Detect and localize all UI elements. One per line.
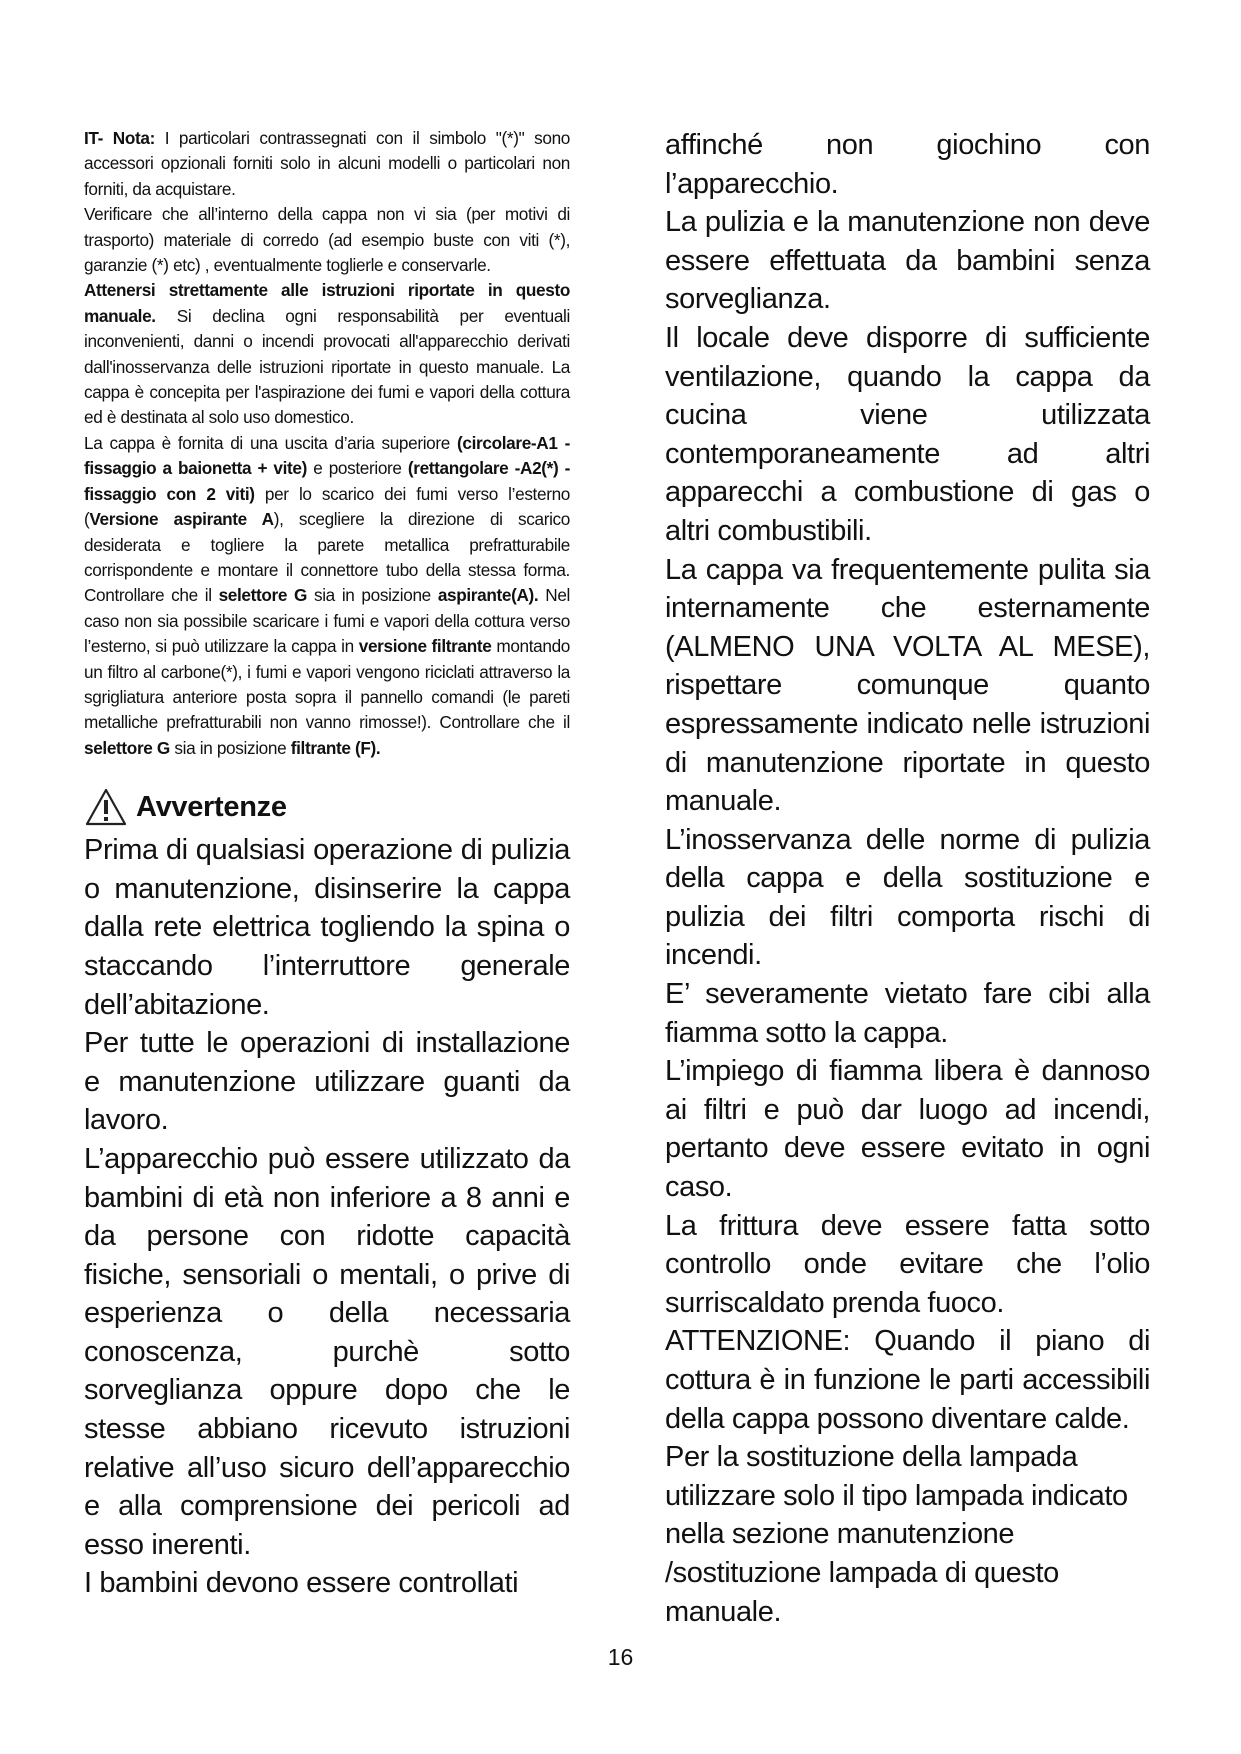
right-paragraph-8: La frittura deve essere fatta sotto controllo onde evitare che l’olio surriscaldato prenda fuoco.: [665, 1209, 1150, 1319]
responsibility-bold: Attenersi strettamente alle istruzioni riportate in questo manuale.: [84, 280, 570, 326]
warning-triangle-icon: [84, 787, 128, 827]
outlet-bold-1: (circolare-A1 - fissaggio a baionetta + vite): [84, 432, 570, 479]
outlet-text-5: sia in posizione: [307, 585, 438, 606]
outlet-text-1: La cappa è fornita di una uscita d’aria superiore: [84, 432, 458, 453]
outlet-text-6: Nel caso non sia possibile scaricare i fumi e vapori della cottura verso l’esterno, si può utilizzare la cappa in: [84, 585, 570, 657]
responsibility-text: Si declina ogni responsabilità per eventuali inconvenienti, danni o incendi provocati all'apparecchio derivati dall'inosservanza delle istruzioni riportate in questo manuale. La cappa è concepita per l'aspirazione dei fumi e vapori della cottura ed è destinata al solo uso domestico.: [84, 305, 570, 428]
outlet-bold-3: Versione aspirante A: [89, 509, 274, 530]
check-paragraph: Verificare che all’interno della cappa non vi sia (per motivi di trasporto) materiale di corredo (ad esempio buste con viti (*), garanzie (*) etc) , eventualmente toglierle e conservarle.: [84, 204, 570, 276]
warning-heading: [84, 787, 570, 827]
outlet-text-2: e posteriore: [307, 458, 408, 479]
right-paragraph-6: E’ severamente vietato fare cibi alla fiamma sotto la cappa.: [665, 978, 1150, 1049]
outlet-text-7: montando un filtro al carbone(*), i fumi e vapori vengono riciclati attraverso la sgrigliatura anteriore posta sopra il pannello comandi (le pareti metalliche prefratturabili non vanno rimosse!). Controllare che il: [84, 636, 571, 733]
outlet-bold-6: versione filtrante: [358, 636, 492, 657]
right-paragraph-7: L’impiego di fiamma libera è dannoso ai filtri e può dar luogo ad incendi, pertanto deve essere evitato in ogni caso.: [665, 1055, 1150, 1204]
warning-paragraph-3: L’apparecchio può essere utilizzato da bambini di età non inferiore a 8 anni e da persone con ridotte capacità fisiche, sensoriali o mentali, o prive di esperienza o della necessaria conoscenza, purchè sotto sorveglianza oppure dopo che le stesse abbiano ricevuto istruzioni relative all’uso sicuro dell’apparecchio e alla comprensione dei pericoli ad esso inerenti.: [84, 1142, 570, 1561]
outlet-bold-5: aspirante(A).: [437, 585, 539, 606]
lang-prefix: IT-: [84, 128, 113, 148]
right-paragraph-5: L’inosservanza delle norme di pulizia della cappa e della sostituzione e pulizia dei filtri comporta rischi di incendi.: [665, 823, 1150, 972]
note-label: Nota:: [112, 128, 155, 148]
right-paragraph-9: ATTENZIONE: Quando il piano di cottura è in funzione le parti accessibili della cappa possono diventare calde.: [665, 1325, 1150, 1435]
note-section: [84, 126, 570, 761]
right-column: [665, 126, 1150, 1631]
outlet-bold-4: selettore G: [218, 585, 308, 606]
right-paragraph-10: Per la sostituzione della lampada utilizzare solo il tipo lampada indicato nella sezione manutenzione /sostituzione lampada di questo manuale.: [665, 1441, 1128, 1628]
warning-paragraph-4: I bambini devono essere controllati: [84, 1567, 519, 1600]
right-paragraph-3: Il locale deve disporre di sufficiente ventilazione, quando la cappa da cucina viene utilizzata contemporaneamente ad altri apparecchi a combustione di gas o altri combustibili.: [665, 321, 1150, 547]
outlet-bold-2: (rettangolare -A2(*) - fissaggio con 2 viti): [84, 458, 570, 504]
warning-paragraph-1: Prima di qualsiasi operazione di pulizia o manutenzione, disinserire la cappa dalla rete elettrica togliendo la spina o staccando l’interruttore generale dell’abitazione.: [84, 834, 570, 1021]
warning-title: Avvertenze: [136, 790, 287, 823]
outlet-text-8: sia in posizione: [169, 737, 291, 758]
outlet-bold-7: selettore G: [84, 737, 170, 758]
outlet-text-3: per lo scarico dei fumi verso l’esterno (: [84, 483, 570, 530]
right-paragraph-4: La cappa va frequentemente pulita sia internamente che esternamente (ALMENO UNA VOLTA AL MESE), rispettare comunque quanto espressamente indicato nelle istruzioni di manutenzione riportate in questo manuale.: [665, 553, 1150, 818]
outlet-bold-8: filtrante (F).: [290, 737, 381, 758]
left-column: [84, 126, 570, 1603]
warning-paragraph-2: Per tutte le operazioni di installazione e manutenzione utilizzare guanti da lavoro.: [84, 1027, 570, 1137]
warning-body: [84, 831, 570, 1603]
outlet-paragraph: [84, 431, 570, 761]
responsibility-paragraph: [84, 278, 570, 430]
note-text: I particolari contrassegnati con il simbolo "(*)" sono accessori opzionali forniti solo in alcuni modelli o particolari non forniti, da acquistare.: [84, 128, 570, 199]
right-paragraph-1: affinché non giochino con l’apparecchio.: [665, 129, 1150, 200]
right-paragraph-2: La pulizia e la manutenzione non deve essere effettuata da bambini senza sorveglianza.: [665, 206, 1150, 316]
note-paragraph: [84, 126, 570, 202]
page-number: 16: [607, 1644, 634, 1670]
outlet-text-4: ), scegliere la direzione di scarico desiderata e togliere la parete metallica prefratturabile corrispondente e montare il connettore tubo della stessa forma. Controllare che il: [84, 509, 570, 606]
